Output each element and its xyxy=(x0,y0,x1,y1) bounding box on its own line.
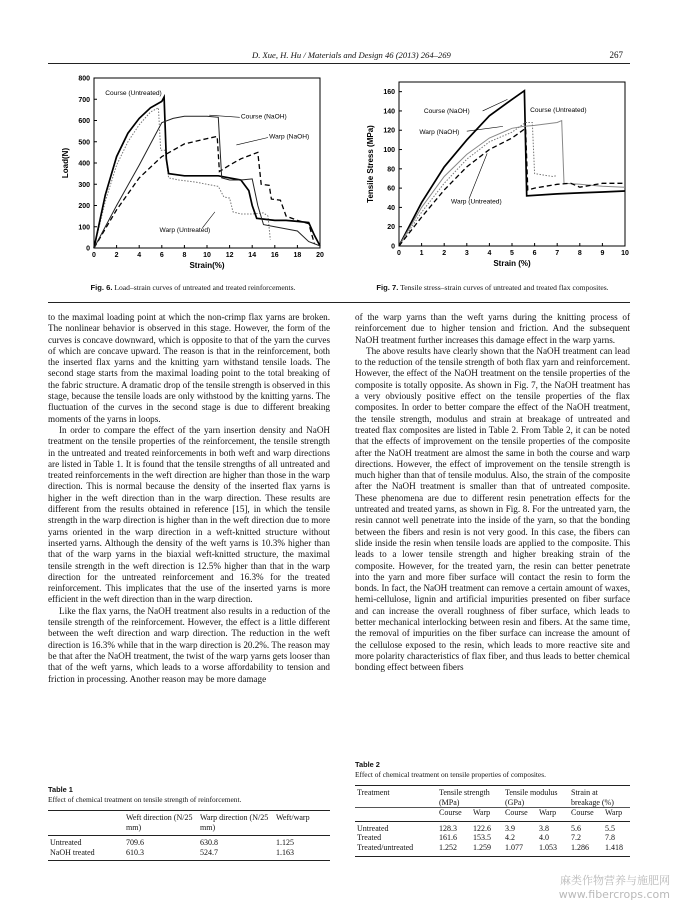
figure-7-caption-label: Fig. 7. xyxy=(376,283,399,292)
table-row xyxy=(48,848,330,858)
figure-6-caption-label: Fig. 6. xyxy=(90,283,113,292)
x-tick-label: 6 xyxy=(532,250,537,257)
x-tick-label: 10 xyxy=(203,252,211,259)
table-cell: 161.6 xyxy=(439,833,457,843)
table-row xyxy=(355,808,630,818)
figure-7-chart xyxy=(355,68,635,278)
y-tick-label: 200 xyxy=(78,203,90,210)
x-tick-label: 16 xyxy=(270,252,279,259)
y-tick-label: 0 xyxy=(391,243,395,251)
series-label: Warp (NaOH) xyxy=(269,133,310,141)
table-cell: Warp xyxy=(539,808,557,818)
table-1-grid xyxy=(48,813,330,832)
x-tick-label: 0 xyxy=(92,252,96,259)
table-cell: Course xyxy=(439,808,462,818)
table-cell: 1.286 xyxy=(571,842,589,852)
table-cell: 3.8 xyxy=(539,823,549,833)
y-tick-label: 100 xyxy=(78,224,90,232)
figure-6-chart xyxy=(48,68,338,278)
table-cell: 1.077 xyxy=(505,842,523,852)
left-paragraph-2: In order to compare the effect of the yarn insertion density and NaOH treatment on the tensile properties of the reinforcement, the tensile strength in the untreated and treated reinforcements in both weft and warp directions are listed in Table 1. It is found that the tensile strengths of all untreated and treated reinforcements in the weft direction are higher than those in the warp direction. This is normal because the density of the inserted flax yarns is higher in the weft direction than in the warp direction. These results are different from the results obtained in reference [15], in which the tensile strength in the warp direction is higher than in the weft direction due to more yarns oriented in the warp direction in a weft-knitted structure without inserted yarns. Although the density of the weft yarns is 10.3% higher than that of the warp yarns in the biaxial weft-knitted structure, the maximal tensile strength in the weft direction is 12.5% higher than that in the warp direction for the untreated reinforcement and 16.3% for the treated reinforcement. This implicates that the use of the inserted yarns is more efficient in the weft direction than in the warp direction. xyxy=(48,424,330,605)
table-2-label: Table 2 xyxy=(355,760,380,769)
x-tick-label: 7 xyxy=(555,250,560,257)
table-cell: Treatment xyxy=(357,788,390,797)
series-label: Warp (NaOH) xyxy=(419,129,460,137)
x-tick-label: 1 xyxy=(419,250,424,257)
x-tick-label: 8 xyxy=(182,252,187,259)
y-tick-label: 0 xyxy=(86,245,90,253)
watermark-line-1: 麻类作物营养与施肥网 xyxy=(560,874,670,887)
table-cell: 524.7 xyxy=(200,847,218,857)
figure-7-caption xyxy=(355,283,630,293)
y-tick-label: 800 xyxy=(78,75,90,83)
series-label: Course (NaOH) xyxy=(423,107,470,115)
plot-frame xyxy=(399,82,625,246)
figure-7-caption-text: Tensile stress–strain curves of untreated and treated flax composites. xyxy=(400,283,609,292)
x-axis-label: Strain (%) xyxy=(493,259,531,268)
table-cell: 7.8 xyxy=(605,833,615,843)
table-cell: Treated xyxy=(357,833,382,843)
table-row xyxy=(355,843,630,853)
y-tick-label: 120 xyxy=(383,127,395,135)
figure-separator-rule xyxy=(48,302,630,303)
y-tick-label: 700 xyxy=(78,96,90,104)
x-tick-label: 2 xyxy=(442,250,447,257)
x-tick-label: 5 xyxy=(510,250,514,257)
left-text-column xyxy=(48,312,330,685)
table-cell: Untreated xyxy=(357,823,389,833)
table-cell: 630.8 xyxy=(200,838,218,848)
x-tick-label: 4 xyxy=(137,252,142,259)
y-tick-label: 40 xyxy=(387,204,395,212)
y-tick-label: 80 xyxy=(387,166,395,174)
table-cell: NaOH treated xyxy=(50,847,95,857)
table-row xyxy=(355,788,630,808)
table-row xyxy=(48,813,330,832)
figure-6-caption-text: Load–strain curves of untreated and treated reinforcements. xyxy=(114,283,296,292)
right-text-column xyxy=(355,312,630,674)
x-tick-label: 0 xyxy=(397,250,401,257)
table-cell: 1.053 xyxy=(539,842,557,852)
table-cell: 1.163 xyxy=(276,847,294,857)
table-cell: 1.252 xyxy=(439,842,457,852)
series-label: Warp (Untreated) xyxy=(450,198,502,206)
series-label: Course (Untreated) xyxy=(530,106,587,114)
table-cell: 709.6 xyxy=(126,838,144,848)
x-tick-label: 12 xyxy=(225,252,234,259)
y-tick-label: 300 xyxy=(78,181,90,189)
table-cell: 128.3 xyxy=(439,823,457,833)
series-line xyxy=(399,128,625,246)
page-number: 267 xyxy=(609,50,623,60)
y-tick-label: 20 xyxy=(387,224,395,232)
table-cell: Tensile strength (MPa) xyxy=(439,788,490,807)
table-cell: Warp xyxy=(473,808,491,818)
table-cell: 1.418 xyxy=(605,842,623,852)
y-tick-label: 400 xyxy=(78,160,90,168)
table-cell: Weft direction (N/25 mm) xyxy=(126,813,193,832)
table-cell: Weft/warp xyxy=(276,813,310,822)
table-2-grid xyxy=(355,788,630,818)
x-tick-label: 10 xyxy=(621,250,629,257)
y-tick-label: 600 xyxy=(78,118,90,125)
y-tick-label: 500 xyxy=(78,139,90,147)
right-paragraph-2: The above results have clearly shown that the NaOH treatment can lead to the reduction of the tensile strength of both flax yarn and reinforcement. However, the effect of the NaOH treatment on the tensile properties of the composite is totally opposite. As shown in Fig. 7, the NaOH treatment has a very obviously positive effect on the tensile properties of the flax composites. In order to better compare the effect of the NaOH treatment, the tensile strength, modulus and strain at breakage of untreated and treated flax composites are listed in Table 2. From Table 2, it can be noted that the effects of improvement on the tensile properties of the composite after the NaOH treatment are almost the same in both the course and warp directions. However, the effect of improvement on the tensile strength is much higher than that of tensile modulus. Also, the strain of the composite after the NaOH treatment is smaller than that of untreated composite. These phenomena are due to different resin penetration effects for the untreated and treated yarns, as shown in Fig. 8. For the untreated yarn, the resin cannot well penetrate into the inside of the yarn, so that the bonding between the fibers and resin is not very good. In this case, the fibers can slide inside the resin when tensile loads are applied to the composite. This leads to a lower tensile strength and higher breaking strain of the composite. However, for the treated yarn, the resin can better penetrate into the yarn and more fiber surface will contact the resin to form the bonds. In fact, the NaOH treatment can remove a certain amount of waxes, hemi-cellulose, lignin and artificial impurities presented on fiber surface and can increase the overall roughness of fiber surface, which leads to better mechanical interlocking between resin and fibers. At the same time, the removal of impurities on the fiber surface can increase the amount of the cellulose exposed to the resin, which leads to more reactive site and more polarity characteristics of flax fiber, and thus leads to better chemical bonding effect between fibers xyxy=(355,345,630,673)
series-label: Warp (Untreated) xyxy=(159,227,211,235)
table-cell: Treated/untreated xyxy=(357,842,414,852)
table-cell: 7.2 xyxy=(571,833,581,843)
x-tick-label: 18 xyxy=(293,252,302,259)
y-axis-label: Load(N) xyxy=(61,147,70,179)
x-tick-label: 14 xyxy=(248,252,257,259)
table-cell: Strain at breakage (%) xyxy=(571,788,614,807)
watermark xyxy=(559,872,670,901)
table-cell: Untreated xyxy=(50,838,82,848)
table-cell: 610.3 xyxy=(126,847,144,857)
table-cell: 1.125 xyxy=(276,838,294,848)
left-paragraph-1: to the maximal loading point at which the non-crimp flax yarns are broken. The nonlinear behavior is observed in this stage. However, the form of the curves is concave downward, which is opposite to that of the yarn the curves of which are concave upward. The reason is that in the reinforcement, both the inserted flax yarns and the knitting yarn withstand tensile loads. The second stage starts from the maximal loading point to the total breaking of the fabric structure. A dramatic drop of the tensile strength is observed in this stage, because the tensile loads are only withstood by the knitting yarns. The fluctuation of the curves in the second stage is due to different breaking moments of the yarns in loops. xyxy=(48,312,330,424)
y-tick-label: 60 xyxy=(387,185,395,193)
table-1 xyxy=(48,785,330,861)
series-label-leader xyxy=(469,153,487,198)
y-tick-label: 160 xyxy=(383,89,395,97)
table-row xyxy=(355,824,630,834)
table-cell: 122.6 xyxy=(473,823,491,833)
x-tick-label: 9 xyxy=(600,250,605,257)
table-cell: Course xyxy=(571,808,594,818)
header-rule xyxy=(48,63,630,64)
y-tick-label: 100 xyxy=(383,147,395,155)
x-tick-label: 3 xyxy=(464,250,469,257)
y-axis-label: Tensile Stress (MPa) xyxy=(366,125,375,203)
table-1-title: Effect of chemical treatment on tensile strength of reinforcement. xyxy=(48,794,242,804)
table-cell: 5.5 xyxy=(605,823,615,833)
table-cell: 3.9 xyxy=(505,823,515,833)
table-cell: Warp direction (N/25 mm) xyxy=(200,813,269,832)
table-cell: Warp xyxy=(605,808,623,818)
y-tick-label: 140 xyxy=(383,108,395,116)
left-paragraph-3: Like the flax yarns, the NaOH treatment also results in a reduction of the tensile strength of the reinforcement. However, the effect is a little different between the weft direction and warp direction. The reduction in the weft direction is 16.3% while that in the warp direction is 20.2%. The reason may be that after the NaOH treatment, the twist of the warp yarns gets looser than that of the weft yarns, which leads to a worse affordability to tension and friction in processing. Another reason may be more damage xyxy=(48,605,330,684)
figure-6-caption xyxy=(48,283,338,293)
table-row xyxy=(48,838,330,848)
table-cell: 153.5 xyxy=(473,833,491,843)
watermark-line-2: www.fibercrops.com xyxy=(558,888,670,901)
table-cell: Course xyxy=(505,808,528,818)
x-tick-label: 6 xyxy=(159,252,164,259)
series-line xyxy=(399,123,557,247)
series-label-leader xyxy=(202,212,214,228)
series-label: Course (Untreated) xyxy=(105,90,162,97)
right-paragraph-1: of the warp yarns than the weft yarns during the knitting process of reinforcement due to higher tension and friction. And the subsequent NaOH treatment further increases this damage effect in the warp yarns. xyxy=(355,312,630,345)
x-axis-label: Strain(%) xyxy=(189,261,225,270)
table-2 xyxy=(355,760,630,857)
table-cell: 1.259 xyxy=(473,842,491,852)
table-cell: 4.0 xyxy=(539,833,549,843)
x-tick-label: 20 xyxy=(316,252,324,259)
table-2-title: Effect of chemical treatment on tensile properties of composites. xyxy=(355,769,546,779)
table-cell: 5.6 xyxy=(571,823,581,833)
table-cell: Tensile modulus (GPa) xyxy=(505,788,558,807)
table-row xyxy=(355,833,630,843)
x-tick-label: 4 xyxy=(487,250,492,257)
series-label-leader xyxy=(236,138,268,145)
table-cell: 4.2 xyxy=(505,833,515,843)
series-label: Course (NaOH) xyxy=(240,113,287,121)
table-1-label: Table 1 xyxy=(48,785,73,794)
running-title: D. Xue, H. Hu / Materials and Design 46 (2013) 264–269 xyxy=(252,50,451,60)
x-tick-label: 2 xyxy=(114,252,119,259)
series-label-leader xyxy=(467,126,503,131)
x-tick-label: 8 xyxy=(577,250,582,257)
